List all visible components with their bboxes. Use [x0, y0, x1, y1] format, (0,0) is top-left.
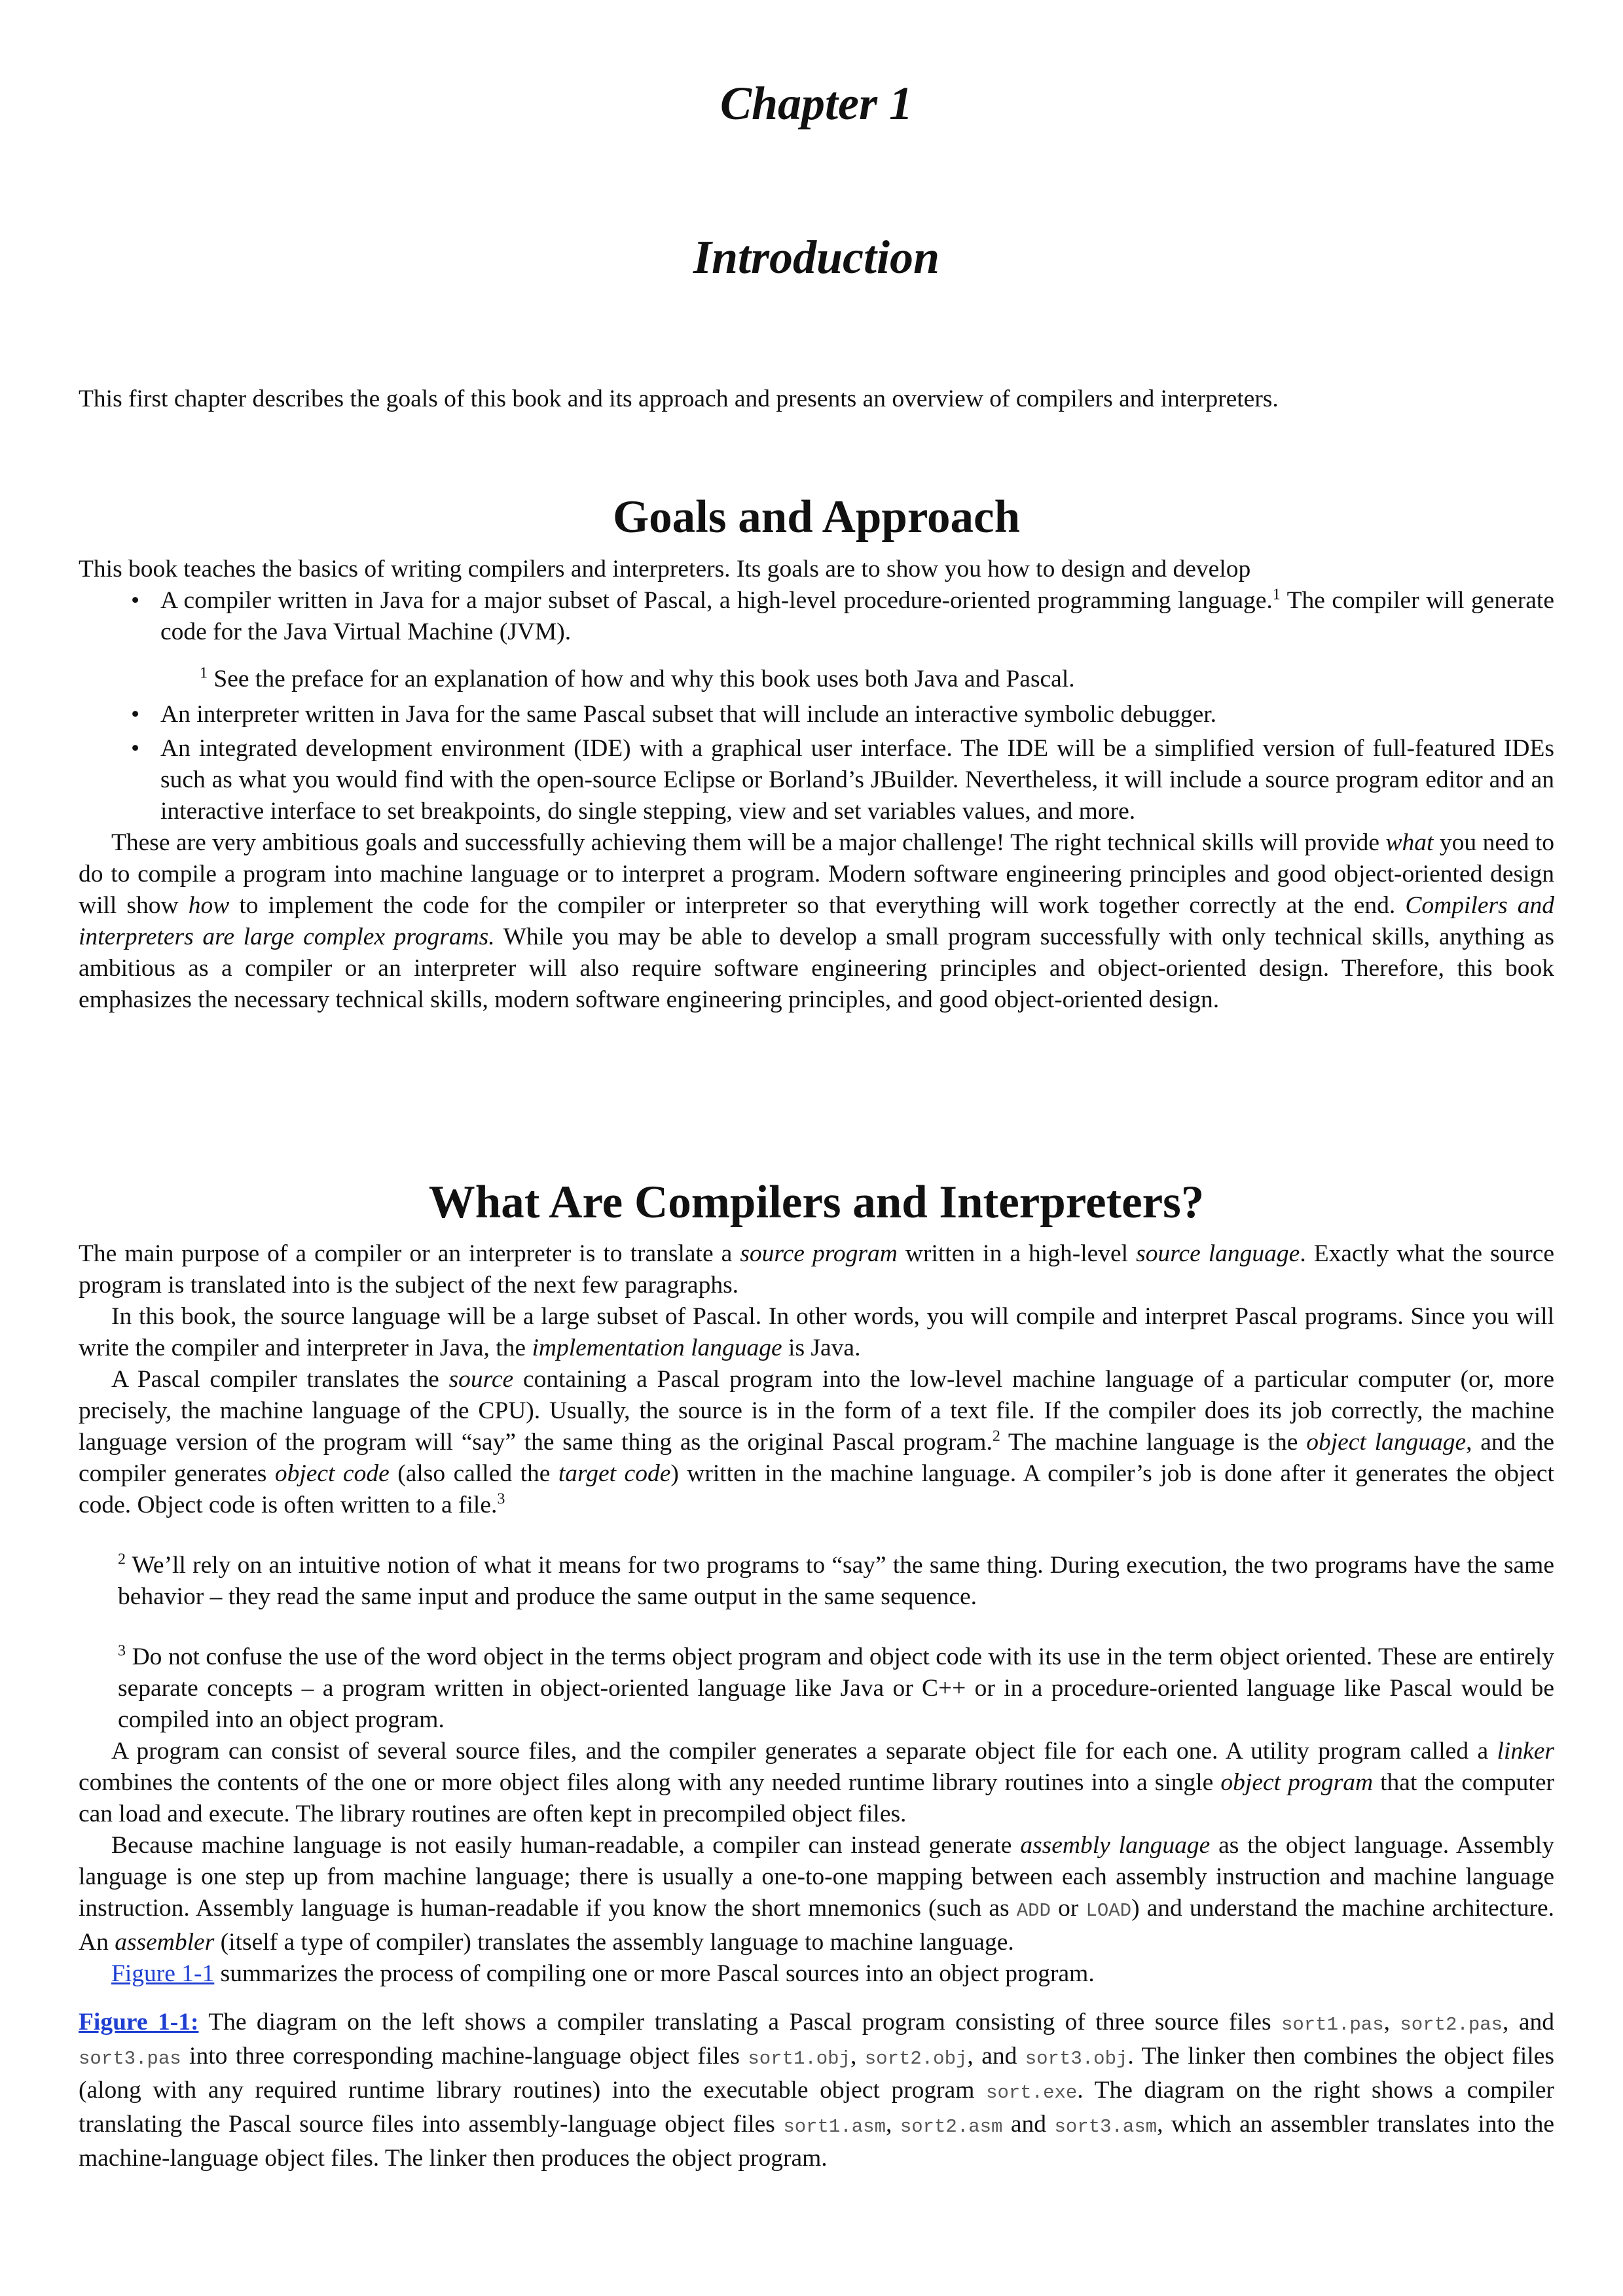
figure-link[interactable]: Figure 1-1 — [111, 1960, 215, 1987]
figure-caption-label[interactable]: Figure 1-1: — [79, 2009, 199, 2036]
goals-content — [79, 554, 1554, 1016]
intro-paragraph: This first chapter describes the goals of this book and its approach and presents an overview of compilers and interpreters. — [79, 386, 1279, 412]
list-item: • A compiler written in Java for a major subset of Pascal, a high-level procedure-oriented programming language.$^1$ The compiler will generate code for the Java Virtual Machine (JVM). — [131, 586, 1554, 645]
footnote-ref-3: 3 — [497, 1490, 505, 1508]
chapter-title: Introduction — [693, 231, 940, 283]
bullet-glyph: • — [131, 587, 140, 614]
list-item: • An interpreter written in Java for the same Pascal subset that will include an interactive symbolic debugger. — [131, 701, 1217, 728]
section-heading-goals: Goals and Approach — [612, 492, 1021, 543]
figure-caption: Figure 1-1: The diagram on the left shows a compiler translating a Pascal program consisting of three source files sort1.pas, sort2.pas, and sort3.pas into three corresponding machine-language object files sort1.obj, sort2.obj, and sort3.obj. The linker then combines the object files (along with any required runtime library routines) into the executable object program sort.exe. The diagram on the right shows a compiler translating the Pascal source files into assembly-language object files sort1.asm, sort2.asm and sort3.asm, which an assembler translates into the machine-language object files. The linker then produces the object program. — [79, 2009, 1554, 2172]
footnote-2: $^2$ We’ll rely on an intuitive notion of what it means for two programs to “say” the same thing. During execution, the two programs have the same behavior – they read the same input and produce the same output in the same sequence. — [118, 1551, 1554, 1610]
paragraph: Because machine language is not easily human-readable, a compiler can instead generate assembly language as the object language. Assembly language is one step up from machine language; there is usually a one-to-one mapping between each assembly instruction and machine language instruction. Assembly language is human-readable if you know the short mnemonics (such as ADD or LOAD) and understand the machine architecture. An assembler (itself a type of compiler) translates the assembly language to machine language. — [79, 1832, 1554, 1956]
paragraph: Figure 1-1 summarizes the process of compiling one or more Pascal sources into an object program. — [111, 1960, 1095, 1987]
footnote-ref-2: 2 — [992, 1427, 1000, 1445]
footnote-3: $^3$ Do not confuse the use of the word object in the terms object program and object code with its use in the term object oriented. These are entirely separate concepts – a program written in object-oriented language like Java or C++ or in a procedure-oriented language like Pascal would be compiled into an object program. — [118, 1642, 1554, 1733]
goals-list — [79, 585, 1554, 648]
goals-lead: This book teaches the basics of writing compilers and interpreters. Its goals are to show you how to design and develop — [79, 556, 1251, 583]
chapter-label: Chapter 1 — [720, 77, 913, 130]
footnote-ref-1: 1 — [1272, 586, 1281, 603]
goals-paragraph: These are very ambitious goals and successfully achieving them will be a major challenge! The right technical skills will provide what you need to do to compile a program into machine language or to interpret a program. Modern software engineering principles and good object-oriented design will show how to implement the code for the compiler or interpreter so that everything will work together correctly at the end. Compilers and interpreters are large complex programs. While you may be able to develop a small program successfully with only technical skills, anything as ambitious as a compiler or an interpreter will also require software engineering principles and object-oriented design. Therefore, this book emphasizes the necessary technical skills, modern software engineering principles, and good object-oriented design. — [79, 829, 1555, 1013]
paragraph: In this book, the source language will be a large subset of Pascal. In other words, you will compile and interpret Pascal programs. Since you will write the compiler and interpreter in Java, the implementation language is Java. — [79, 1303, 1554, 1361]
paragraph: The main purpose of a compiler or an interpreter is to translate a source program written in a high-level source language. Exactly what the source program is translated into is the subject of the next few paragraphs. — [79, 1240, 1554, 1299]
list-item: • An integrated development environment (IDE) with a graphical user interface. The IDE will be a simplified version of full-featured IDEs such as what you would find with the open-source Eclipse or Borland’s JBuilder. Nevertheless, it will include a source program editor and an interactive interface to set breakpoints, do single stepping, view and set variables values, and more. — [131, 735, 1554, 825]
paragraph: A Pascal compiler translates the source containing a Pascal program into the low-level machine language of a particular computer (or, more precisely, the machine language of the CPU). Usually, the source is in the form of a text file. If the compiler does its job correctly, the machine language version of the program will “say” the same thing as the original Pascal program.$^2$ The machine language is the object language, and the compiler generates object code (also called the target code) written in the machine language. A compiler’s job is done after it generates the object code. Object code is often written to a file.$^3$ — [79, 1366, 1554, 1518]
goals-list-continued — [79, 699, 1554, 827]
paragraph: A program can consist of several source files, and the compiler generates a separate object file for each one. A utility program called a linker combines the contents of the one or more object files along with any needed runtime library routines into a single object program that the computer can load and execute. The library routines are often kept in precompiled object files. — [79, 1738, 1554, 1827]
compilers-content — [79, 1238, 1554, 2174]
footnote-1: $^1$ See the preface for an explanation of how and why this book uses both Java and Pascal. — [200, 664, 1075, 692]
section-heading-compilers: What Are Compilers and Interpreters? — [428, 1177, 1205, 1228]
